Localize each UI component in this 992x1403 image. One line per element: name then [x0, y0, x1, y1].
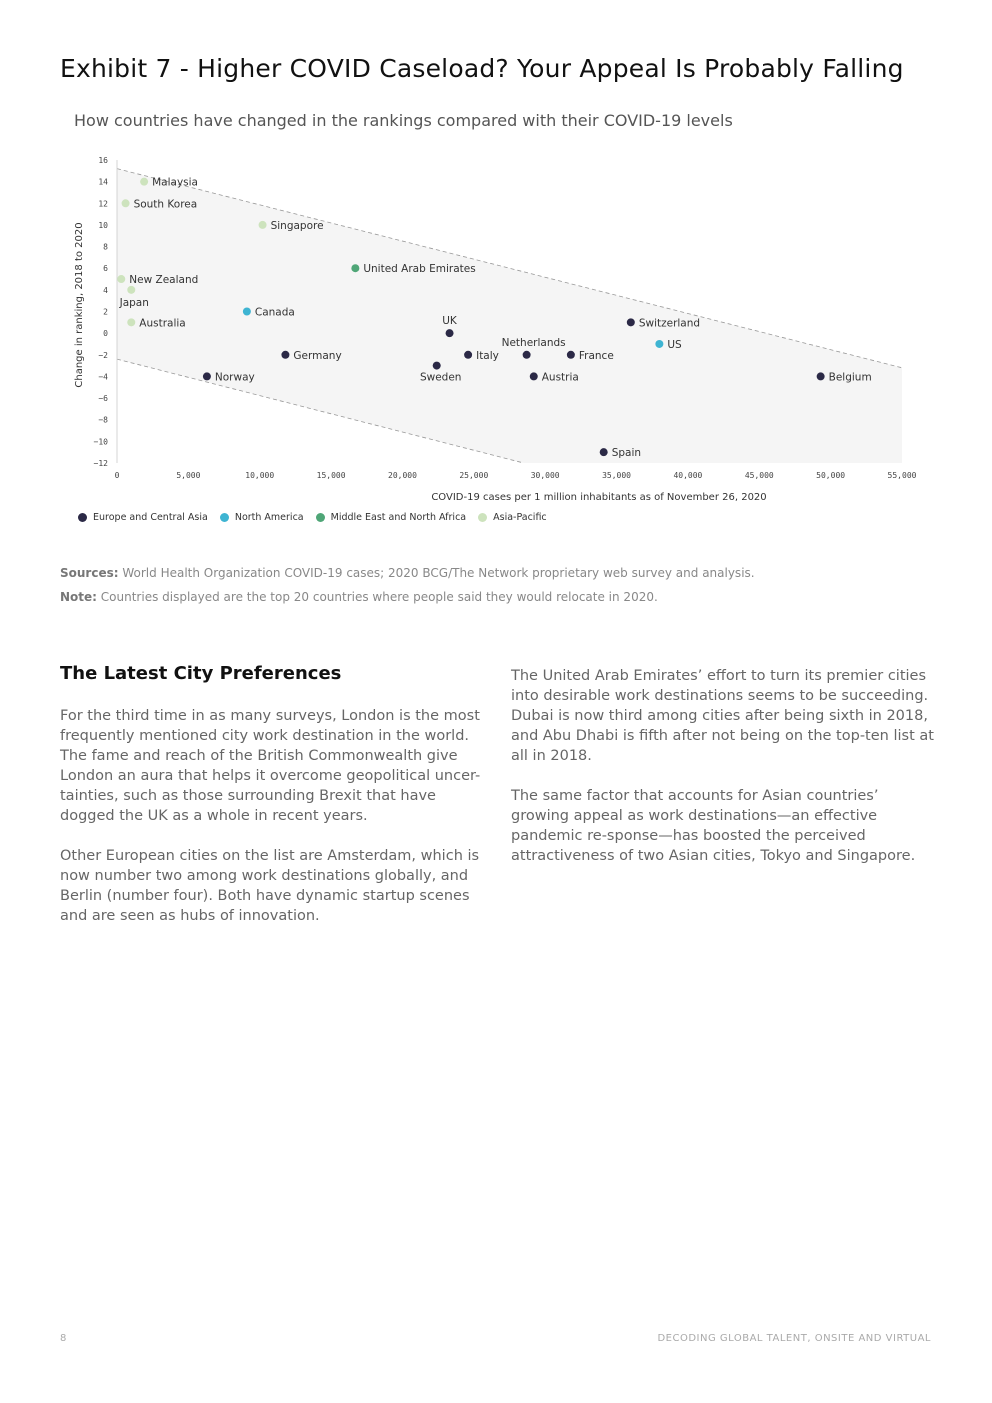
scatter-chart [60, 145, 930, 505]
legend-label: North America [234, 512, 304, 523]
y-tick-label: −4 [98, 372, 108, 382]
legend-dot-icon [316, 513, 325, 522]
y-tick-label: 4 [103, 285, 108, 295]
data-point [627, 318, 635, 326]
point-label: Austria [541, 371, 579, 384]
point-label: Sweden [419, 371, 462, 384]
data-point [122, 199, 130, 207]
legend-dot-icon [220, 513, 229, 522]
point-label: Switzerland [638, 317, 701, 330]
data-point [203, 372, 211, 380]
exhibit-subtitle: How countries have changed in the rankings compared with their COVID-19 levels [74, 111, 733, 130]
point-label: Belgium [828, 371, 872, 384]
point-label: Italy [476, 349, 499, 362]
note-label: Note: [60, 590, 97, 604]
y-tick-label: 2 [103, 307, 108, 317]
sources-note [60, 566, 755, 580]
data-point [600, 448, 608, 456]
paragraph: The same factor that accounts for Asian countries’ growing appeal as work destinations—an effective pandemic re-sponse—has boosted the perceived attractiveness of two Asian cities, Tokyo and Singapore. [511, 788, 916, 864]
data-point [281, 351, 289, 359]
y-tick-label: 12 [98, 199, 108, 209]
legend-item [220, 512, 304, 523]
x-tick-label: 30,000 [530, 471, 560, 480]
y-tick-label: −6 [98, 394, 108, 404]
sources-label: Sources: [60, 566, 119, 580]
data-point [127, 286, 135, 294]
y-tick-label: −2 [98, 350, 108, 360]
point-label: Malaysia [152, 176, 199, 189]
legend-label: Europe and Central Asia [93, 512, 208, 523]
exhibit-title: Exhibit 7 - Higher COVID Caseload? Your Appeal Is Probably Falling [60, 54, 904, 83]
x-tick-label: 40,000 [673, 471, 703, 480]
x-tick-label: 35,000 [602, 471, 631, 480]
data-point [351, 264, 359, 272]
point-label: UK [442, 315, 457, 328]
point-label: Singapore [270, 219, 324, 232]
legend-label: Asia-Pacific [493, 512, 547, 523]
note-text: Countries displayed are the top 20 countries where people said they would relocate in 2020. [96, 590, 658, 604]
chart-note [60, 590, 658, 604]
data-point [446, 329, 454, 337]
point-label: Norway [214, 371, 255, 384]
point-label: Canada [254, 306, 295, 319]
x-tick-label: 55,000 [887, 471, 917, 480]
paragraph: The United Arab Emirates’ effort to turn its premier cities into desirable work destinations seems to be succeeding. Dubai is now third among cities after being sixth in 2018, and Abu Dhabi is fifth after not being on the top-ten list at all in 2018. [511, 668, 934, 764]
x-tick-label: 20,000 [388, 471, 417, 480]
right-column [511, 666, 936, 886]
point-label: South Korea [133, 198, 198, 211]
y-axis-title: Change in ranking, 2018 to 2020 [74, 222, 85, 388]
legend-dot-icon [78, 513, 87, 522]
y-tick-label: 10 [98, 220, 108, 230]
chart-legend [78, 512, 547, 523]
paragraph: For the third time in as many surveys, London is the most frequently mentioned city work destination in the world. The fame and reach of the British Commonwealth give London an aura that helps it overcome geopolitical uncer-tainties, such as those surrounding Brexit that have dogged the UK as a whole in recent years. [60, 708, 481, 824]
x-tick-label: 15,000 [316, 471, 346, 480]
point-label: Australia [139, 317, 186, 330]
paragraph: Other European cities on the list are Amsterdam, which is now number two among work destinations globally, and Berlin (number four). Both have dynamic startup scenes and are seen as hubs of innovation. [60, 848, 480, 924]
x-tick-label: 25,000 [459, 471, 489, 480]
left-column [60, 706, 485, 946]
data-point [655, 340, 663, 348]
y-tick-label: 0 [103, 329, 108, 339]
page-number: 8 [60, 1333, 67, 1344]
point-label: United Arab Emirates [363, 263, 476, 276]
data-point [243, 308, 251, 316]
point-label: Germany [293, 349, 342, 362]
data-point [567, 351, 575, 359]
legend-dot-icon [478, 513, 487, 522]
x-tick-label: 0 [114, 471, 120, 480]
sources-text: World Health Organization COVID-19 cases; 2020 BCG/The Network proprietary web survey and analysis. [118, 566, 755, 580]
data-point [433, 362, 441, 370]
data-point [530, 372, 538, 380]
x-tick-label: 5,000 [176, 471, 201, 480]
x-tick-label: 10,000 [245, 471, 275, 480]
point-label: Netherlands [501, 336, 566, 349]
y-tick-label: −12 [93, 459, 108, 468]
data-point [127, 318, 135, 326]
data-point [464, 351, 472, 359]
x-tick-label: 45,000 [744, 471, 774, 480]
y-tick-label: 8 [103, 242, 108, 252]
legend-item [478, 512, 547, 523]
data-point [117, 275, 125, 283]
section-heading: The Latest City Preferences [60, 663, 342, 684]
y-tick-label: −8 [98, 415, 108, 425]
legend-label: Middle East and North Africa [330, 512, 467, 523]
data-point [523, 351, 531, 359]
y-tick-label: −10 [93, 437, 108, 447]
data-point [259, 221, 267, 229]
data-point [140, 178, 148, 186]
point-label: New Zealand [129, 274, 199, 287]
legend-item [78, 512, 208, 523]
point-label: Spain [611, 447, 642, 460]
footer-title: DECODING GLOBAL TALENT, ONSITE AND VIRTUAL [657, 1333, 931, 1344]
y-tick-label: 16 [98, 156, 108, 165]
data-point [817, 372, 825, 380]
trend-band [117, 169, 902, 463]
x-tick-label: 50,000 [816, 471, 846, 480]
y-tick-label: 14 [98, 177, 108, 187]
point-label: Japan [119, 296, 149, 309]
legend-item [316, 512, 467, 523]
x-axis-title: COVID-19 cases per 1 million inhabitants as of November 26, 2020 [431, 492, 767, 503]
point-label: France [578, 349, 614, 362]
y-tick-label: 6 [103, 264, 108, 274]
point-label: US [667, 338, 682, 351]
